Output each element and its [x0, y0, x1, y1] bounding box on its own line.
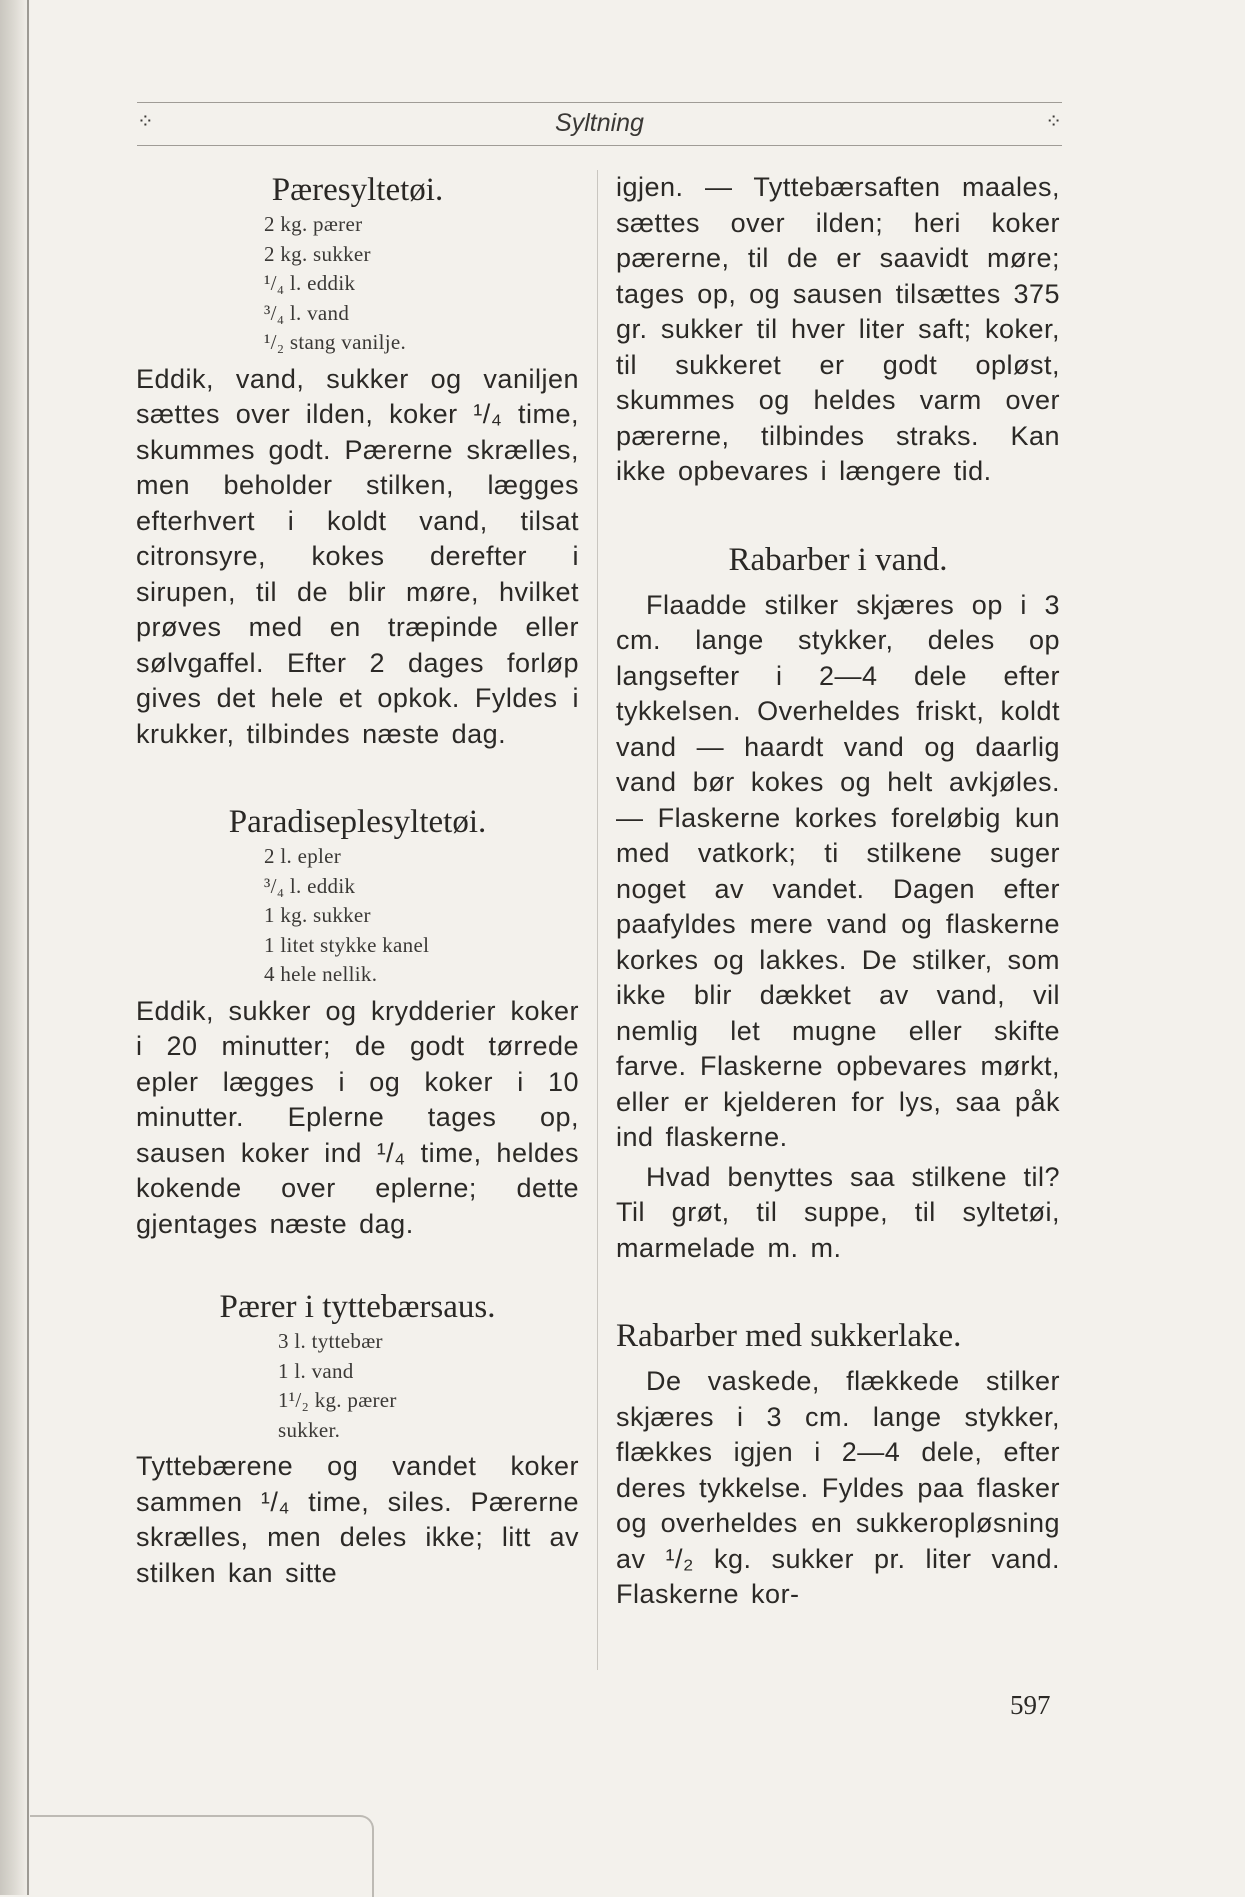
ornament-right-icon: ⁘ — [1045, 109, 1062, 133]
recipe-text-paeresyltetoi: Eddik, vand, sukker og vaniljen sættes over ilden, koker ¹/₄ time, skummes godt. Pærerne skrælles, men beholder stilken, lægges efterhvert i koldt vand, tilsat citronsyre, kokes derefter i sirupen, til de blir møre, hvilket prøves med en træpinde eller sølvgaffel. Efter 2 dages forløp gives det hele et opkok. Fyldes i krukker, tilbindes næste dag. — [136, 363, 579, 749]
section-title-rabarber-med-sukkerlake: Rabarber med sukkerlake. — [616, 1318, 962, 1354]
page-tab-mark — [30, 1815, 374, 1897]
ingredient-list-paerer-i-tyttebaersaus — [278, 1327, 579, 1445]
ingredient: 2 kg. sukker — [264, 241, 371, 266]
section-text-rabarber-i-vand-question: Hvad benyttes saa stilkene til? Til grøt, til suppe, til syltetøi, marmelade m. m. — [616, 1161, 1060, 1263]
book-spine-edge — [27, 0, 29, 1895]
column-divider — [597, 170, 598, 1670]
continued-text: igjen. — Tyttebærsaften maales, sættes over ilden; heri koker pærerne, til de er saavidt møre; tages op, og sausen tilsættes 375 gr. sukker til hver liter saft; koker, til sukkeret er godt opløst, skummes og heldes varm over pærerne, tilbindes straks. Kan ikke opbevares i længere tid. — [616, 172, 1060, 486]
ingredient: ³/₄ l. eddik — [264, 873, 356, 898]
page-number: 597 — [1010, 1690, 1051, 1720]
book-spine-shadow — [0, 0, 30, 1895]
recipe-text-paerer-i-tyttebaersaus: Tyttebærene og vandet koker sammen ¹/₄ time, siles. Pærerne skrælles, men deles ikke; litt av stilken kan sitte — [136, 1451, 579, 1588]
ingredient: 2 kg. pærer — [264, 212, 363, 236]
ingredient: 1¹/₂ kg. pærer — [278, 1388, 397, 1412]
section-text-rabarber-med-sukkerlake: De vaskede, flækkede stilker skjæres i 3 cm. lange stykker, flækkes igjen i 2—4 dele, efter deres tykkelse. Fyldes paa flasker og overheldes en sukkeropløsning av ¹/₂ kg. sukker pr. liter vand. Flaskerne kor- — [616, 1366, 1060, 1609]
recipe-title-paerer-i-tyttebaersaus: Pærer i tyttebærsaus. — [219, 1289, 496, 1325]
recipe-text-paradiseplesyltetoi: Eddik, sukker og krydderier koker i 20 minutter; de godt tørrede epler lægges i og koker i 10 minutter. Eplerne tages op, sausen koker ind ¹/₄ time, heldes kokende over eplerne; dette gjentages næste dag. — [136, 995, 579, 1239]
ingredient: 1 l. vand — [278, 1358, 354, 1383]
recipe-title-paeresyltetoi: Pæresyltetøi. — [271, 172, 444, 208]
ingredient-list-paeresyltetoi — [264, 210, 579, 358]
ingredient: 3 l. tyttebær — [278, 1329, 383, 1353]
section-text-rabarber-i-vand: Flaadde stilker skjæres op i 3 cm. lange stykker, deles op langsefter i 2—4 dele efter tykkelsen. Overheldes friskt, koldt vand — haardt vand og daarlig vand bør kokes og helt avkjøles. — Flaskerne korkes foreløbig kun med vatkork; ti stilkene suger noget av vandet. Dagen efter paafyldes mere vand og flaskerne korkes og lakkes. De stilker, som ikke blir dækket av vand, vil nemlig let mugne eller skifte farve. Flaskerne opbevares mørkt, eller er kjelderen for lys, saa påk ind flaskerne. — [616, 589, 1060, 1152]
ingredient: 1 litet stykke kanel — [264, 932, 430, 957]
ingredient: 2 l. epler — [264, 844, 342, 868]
section-title-rabarber-i-vand: Rabarber i vand. — [728, 541, 948, 578]
ingredient: 1 kg. sukker — [264, 903, 371, 927]
header-title: Syltning — [555, 109, 644, 137]
ingredient: 4 hele nellik. — [264, 962, 378, 986]
ingredient: ¹/₂ stang vanilje. — [264, 330, 407, 354]
running-header — [137, 102, 1062, 146]
ingredient: ³/₄ l. vand — [264, 300, 350, 325]
ingredient-list-paradiseplesyltetoi — [264, 842, 579, 990]
left-column — [136, 170, 579, 1591]
ornament-left-icon: ⁘ — [137, 109, 154, 133]
right-column — [616, 170, 1060, 1613]
recipe-title-paradiseplesyltetoi: Paradiseplesyltetøi. — [228, 804, 487, 840]
ingredient: sukker. — [278, 1417, 341, 1442]
ingredient: ¹/₄ l. eddik — [264, 271, 356, 295]
